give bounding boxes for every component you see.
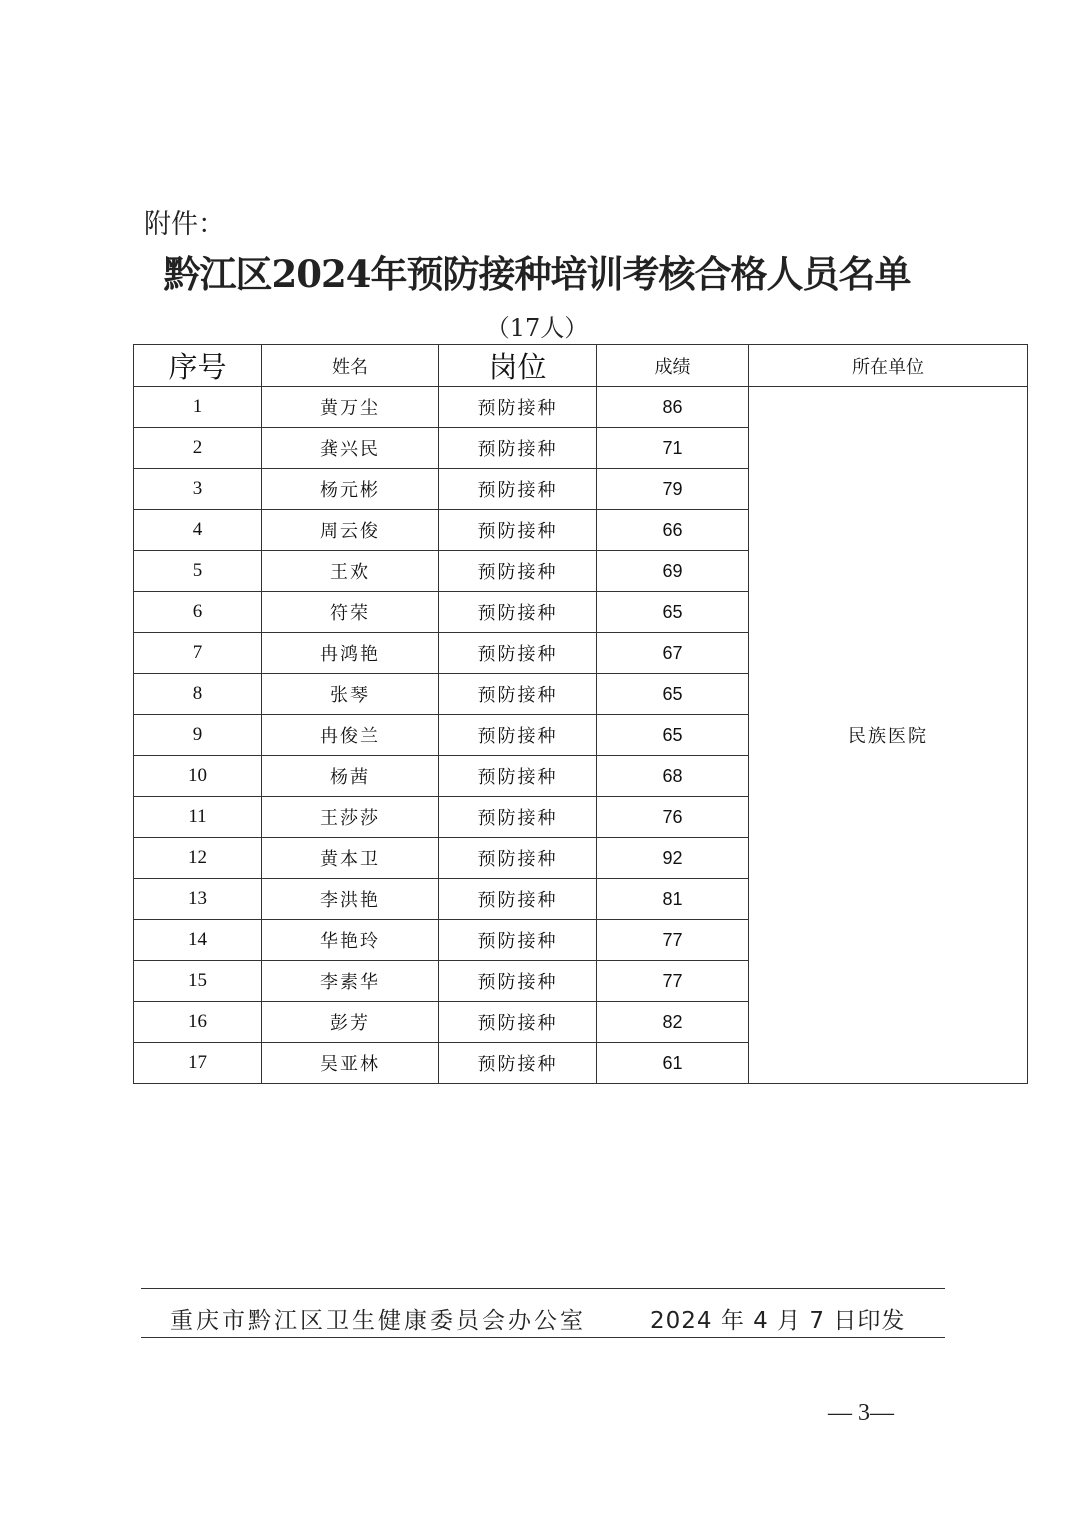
cell-post: 预防接种	[439, 961, 597, 1002]
column-header-score: 成绩	[597, 345, 749, 387]
cell-name: 冉鸿艳	[262, 633, 439, 674]
headcount-note: （17人）	[485, 314, 589, 342]
cell-seq: 5	[134, 551, 262, 592]
cell-post: 预防接种	[439, 838, 597, 879]
cell-seq: 12	[134, 838, 262, 879]
cell-seq: 14	[134, 920, 262, 961]
cell-name: 龚兴民	[262, 428, 439, 469]
cell-score: 79	[597, 469, 749, 510]
cell-post: 预防接种	[439, 387, 597, 428]
cell-seq: 7	[134, 633, 262, 674]
cell-seq: 3	[134, 469, 262, 510]
table-row	[134, 387, 1028, 428]
cell-score: 82	[597, 1002, 749, 1043]
cell-post: 预防接种	[439, 592, 597, 633]
cell-seq: 4	[134, 510, 262, 551]
cell-score: 66	[597, 510, 749, 551]
column-header-unit: 所在单位	[749, 345, 1028, 387]
cell-post: 预防接种	[439, 633, 597, 674]
footer-bottom-rule	[141, 1337, 945, 1338]
cell-name: 符荣	[262, 592, 439, 633]
qualified-personnel-table	[133, 344, 1028, 1084]
cell-post: 预防接种	[439, 510, 597, 551]
attachment-label: 附件：	[144, 209, 225, 240]
cell-post: 预防接种	[439, 469, 597, 510]
cell-seq: 13	[134, 879, 262, 920]
cell-name: 彭芳	[262, 1002, 439, 1043]
cell-score: 65	[597, 715, 749, 756]
cell-post: 预防接种	[439, 1002, 597, 1043]
cell-post: 预防接种	[439, 879, 597, 920]
column-header-post: 岗位	[439, 345, 597, 387]
footer-top-rule	[141, 1288, 945, 1289]
cell-name: 黄万尘	[262, 387, 439, 428]
cell-name: 张琴	[262, 674, 439, 715]
cell-seq: 11	[134, 797, 262, 838]
cell-score: 69	[597, 551, 749, 592]
cell-score: 76	[597, 797, 749, 838]
cell-score: 68	[597, 756, 749, 797]
cell-score: 77	[597, 961, 749, 1002]
column-header-seq: 序号	[134, 345, 262, 387]
cell-name: 李素华	[262, 961, 439, 1002]
footer-imprint	[170, 1302, 910, 1335]
cell-seq: 8	[134, 674, 262, 715]
table-body	[134, 387, 1028, 1084]
issue-date: 2024 年 4 月 7 日印发	[650, 1308, 906, 1334]
cell-seq: 1	[134, 387, 262, 428]
cell-name: 杨茜	[262, 756, 439, 797]
cell-name: 李洪艳	[262, 879, 439, 920]
cell-seq: 9	[134, 715, 262, 756]
document-title: 黔江区2024年预防接种培训考核合格人员名单	[163, 252, 911, 296]
cell-seq: 6	[134, 592, 262, 633]
cell-post: 预防接种	[439, 920, 597, 961]
cell-seq: 10	[134, 756, 262, 797]
cell-seq: 16	[134, 1002, 262, 1043]
table-header-row	[134, 345, 1028, 387]
cell-post: 预防接种	[439, 551, 597, 592]
cell-name: 王欢	[262, 551, 439, 592]
cell-post: 预防接种	[439, 797, 597, 838]
cell-score: 65	[597, 674, 749, 715]
cell-name: 杨元彬	[262, 469, 439, 510]
cell-post: 预防接种	[439, 756, 597, 797]
cell-name: 冉俊兰	[262, 715, 439, 756]
page-number: — 3—	[828, 1400, 894, 1426]
cell-name: 吴亚林	[262, 1043, 439, 1084]
cell-score: 92	[597, 838, 749, 879]
cell-score: 71	[597, 428, 749, 469]
cell-post: 预防接种	[439, 1043, 597, 1084]
cell-score: 77	[597, 920, 749, 961]
cell-score: 67	[597, 633, 749, 674]
cell-post: 预防接种	[439, 715, 597, 756]
cell-score: 65	[597, 592, 749, 633]
cell-name: 华艳玲	[262, 920, 439, 961]
column-header-name: 姓名	[262, 345, 439, 387]
cell-seq: 17	[134, 1043, 262, 1084]
cell-post: 预防接种	[439, 674, 597, 715]
cell-seq: 2	[134, 428, 262, 469]
cell-score: 61	[597, 1043, 749, 1084]
issuing-office: 重庆市黔江区卫生健康委员会办公室	[170, 1308, 586, 1334]
cell-post: 预防接种	[439, 428, 597, 469]
cell-name: 王莎莎	[262, 797, 439, 838]
cell-name: 黄本卫	[262, 838, 439, 879]
cell-unit: 民族医院	[749, 387, 1028, 1084]
cell-seq: 15	[134, 961, 262, 1002]
cell-name: 周云俊	[262, 510, 439, 551]
cell-score: 81	[597, 879, 749, 920]
cell-score: 86	[597, 387, 749, 428]
